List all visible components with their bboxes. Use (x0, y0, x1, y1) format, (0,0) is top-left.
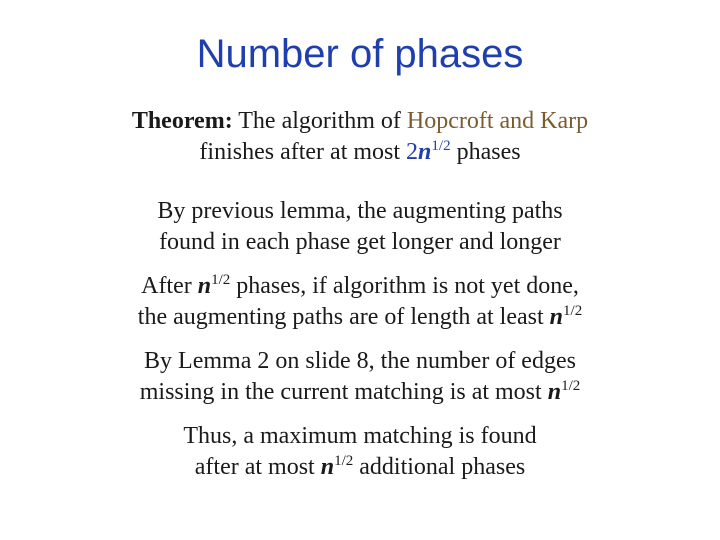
theorem-authors: Hopcroft and Karp (406, 108, 589, 134)
theorem-block (0, 106, 720, 168)
paragraph-2-exp: 1/2 (211, 272, 231, 288)
theorem-text: The algorithm of (232, 108, 407, 134)
paragraph-2 (0, 271, 720, 333)
paragraph-4-line-1: Thus, a maximum matching is found (183, 423, 537, 449)
theorem-label: Theorem: (131, 108, 233, 134)
paragraph-4-exp: 1/2 (334, 453, 354, 469)
theorem-line2-text: finishes after at most (199, 139, 407, 165)
paragraph-2-exp-2: 1/2 (563, 303, 583, 319)
paragraph-3-line-2 (0, 377, 720, 408)
paragraph-3-exp: 1/2 (561, 378, 581, 394)
theorem-line2-tail: phases (450, 139, 521, 165)
paragraph-2-line-1 (0, 271, 720, 302)
paragraph-1-line-2: found in each phase get longer and longer (159, 229, 561, 255)
paragraph-2-line-2 (0, 302, 720, 333)
paragraph-3-line2-pre: missing in the current matching is at most (139, 379, 548, 405)
paragraph-3-var: n (547, 379, 562, 405)
paragraph-2-pre: After (141, 273, 198, 299)
paragraph-1 (0, 196, 720, 258)
theorem-bound-var: n (418, 139, 432, 165)
paragraph-1-line-1: By previous lemma, the augmenting paths (157, 198, 563, 224)
paragraph-2-post: phases, if algorithm is not yet done, (230, 273, 579, 299)
theorem-bound-exp: 1/2 (431, 138, 451, 154)
paragraph-2-var: n (197, 273, 212, 299)
paragraph-4-var: n (320, 454, 335, 480)
paragraph-3 (0, 346, 720, 408)
paragraph-4-line-2 (0, 452, 720, 483)
theorem-line-1 (0, 106, 720, 137)
paragraph-4-line2-pre: after at most (194, 454, 321, 480)
theorem-bound-coeff: 2 (406, 139, 419, 165)
paragraph-2-var-2: n (549, 304, 564, 330)
slide-title: Number of phases (196, 32, 524, 76)
paragraph-4 (0, 421, 720, 483)
paragraph-3-line-1: By Lemma 2 on slide 8, the number of edges (144, 348, 576, 374)
paragraph-4-post: additional phases (353, 454, 526, 480)
theorem-bound (406, 139, 451, 165)
theorem-line-2 (0, 137, 720, 168)
paragraph-2-line2-pre: the augmenting paths are of length at least (137, 304, 550, 330)
